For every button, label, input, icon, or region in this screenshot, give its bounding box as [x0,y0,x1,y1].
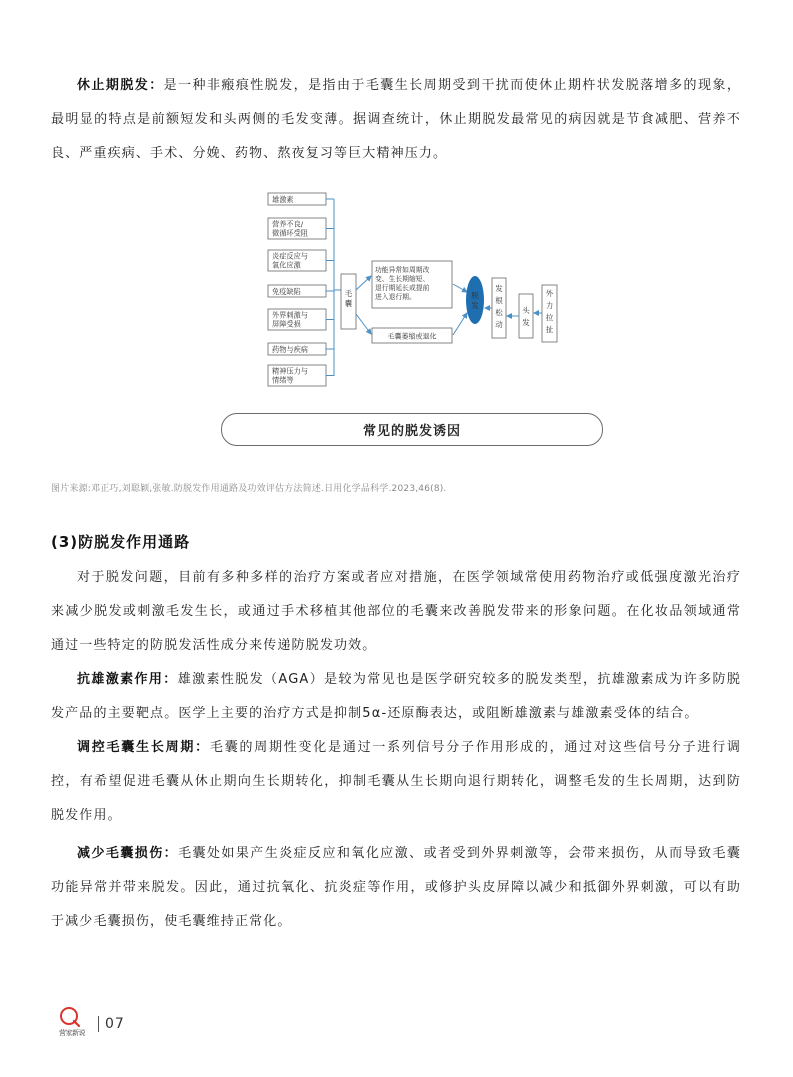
cause-label-2-0: 炎症反应与 [272,251,308,261]
text-telogen: 是一种非瘢痕性脱发，是指由于毛囊生长周期受到干扰而使休止期杵状发脱落增多的现象，最明显的特点是前额短发和头两侧的毛发变薄。据调查统计，休止期脱发最常见的病因就是节食减肥、营养不良、严重疾病、手术、分娩、药物、熬夜复习等巨大精神压力。 [51,78,741,161]
term-growth-cycle: 调控毛囊生长周期： [77,740,210,755]
paragraph-growth-cycle [51,731,741,833]
mechanism-bottom-label: 毛囊萎缩或退化 [387,332,437,341]
outcome-ellipse [466,276,484,324]
brand-logo [52,1005,92,1039]
trigger-3-label-2: 拉 [545,313,554,322]
trigger-1-label-2: 松 [495,308,503,317]
trigger-2-label-1: 发 [522,318,530,327]
mechanism-top-label-3: 进入退行期。 [375,293,416,301]
mechanism-top-label-2: 退行期延长或提前 [375,284,430,292]
cause-label-1-0: 营养不良/ [272,219,304,229]
page-footer [52,1004,125,1040]
trigger-box-2 [519,294,533,338]
cause-label-4-0: 外界刺激与 [272,310,308,320]
term-follicle-damage: 减少毛囊损伤： [77,846,179,861]
text-growth-cycle: 毛囊的周期性变化是通过一系列信号分子作用形成的，通过对这些信号分子进行调控，有希望促进毛囊从休止期向生长期转化，抑制毛囊从生长期向退行期转化，调整毛发的生长周期，达到防脱发作用。 [51,740,741,823]
hub-label-1: 囊 [344,299,353,308]
diagram-svg [200,188,620,396]
paragraph-follicle-damage [51,837,741,939]
cause-label-1-1: 微循环受阻 [272,228,308,238]
trigger-1-label-3: 动 [495,320,503,329]
arrow-top-to-outcome [453,284,467,292]
section-heading: (3)防脱发作用通路 [51,533,191,551]
mechanism-top-label-0: 功能异常如周期改 [375,266,430,274]
logo-text: 营家新说 [59,1029,85,1037]
text-follicle-damage: 毛囊处如果产生炎症反应和氧化应激、或者受到外界刺激等，会带来损伤，从而导致毛囊功能异常并带来脱发。因此，通过抗氧化、抗炎症等作用，或修护头皮屏障以减少和抵御外界刺激，可以有助于减少毛囊损伤，使毛囊维持正常化。 [51,846,741,929]
cause-label-6-1: 情绪等 [272,375,294,385]
outcome-label-1: 发 [471,301,479,310]
figure-caption: 常见的脱发诱因 [221,413,603,446]
cause-label-2-1: 氧化应激 [272,260,301,270]
paragraph-telogen-effluvium [51,69,741,171]
trigger-3-label-0: 外 [545,289,554,298]
logo-mark-icon [52,1005,92,1029]
cause-label-4-1: 屏障受损 [272,319,301,329]
paragraph-intro: 对于脱发问题，目前有多种多样的治疗方案或者应对措施，在医学领域常使用药物治疗或低强度激光治疗来减少脱发或刺激毛发生长，或通过手术移植其他部位的毛囊来改善脱发带来的形象问题。在化妆品领域通常通过一些特定的防脱发活性成分来传递防脱发功效。 [51,570,741,653]
cause-label-3-0: 免疫缺陷 [272,287,301,296]
hub-label-0: 毛 [344,289,353,298]
trigger-1-label-1: 根 [495,296,503,305]
trigger-3-label-3: 扯 [545,325,554,334]
cause-label-0-0: 雄激素 [272,195,294,204]
mechanism-top-label-1: 变、生长期缩短、 [375,275,430,283]
arrow-bottom-to-outcome [453,313,467,335]
cause-label-5-0: 药物与疾病 [272,345,308,354]
page-number: 07 [105,1016,125,1032]
outcome-label-0: 脱 [471,291,479,300]
arrow-hub-to-bottom [356,314,371,334]
trigger-3-label-1: 力 [545,301,554,310]
cause-label-6-0: 精神压力与 [272,366,308,376]
term-telogen: 休止期脱发： [77,78,164,93]
hair-loss-causes-diagram [200,188,620,396]
trigger-1-label-0: 发 [495,284,503,293]
trigger-2-label-0: 头 [522,306,530,315]
term-anti-androgen: 抗雄激素作用： [77,672,178,687]
paragraph-anti-androgen [51,663,741,731]
figure-source: 图片来源:邓正巧,刘聪颖,张敏.防脱发作用通路及功效评估方法简述.日用化学品科学.2023,46(8). [51,484,447,494]
text-anti-androgen: 雄激素性脱发（AGA）是较为常见也是医学研究较多的脱发类型，抗雄激素成为许多防脱发产品的主要靶点。医学上主要的治疗方式是抑制5α-还原酶表达，或阻断雄激素与雄激素受体的结合。 [51,672,741,721]
arrow-hub-to-top [356,276,371,290]
footer-divider [98,1016,99,1032]
